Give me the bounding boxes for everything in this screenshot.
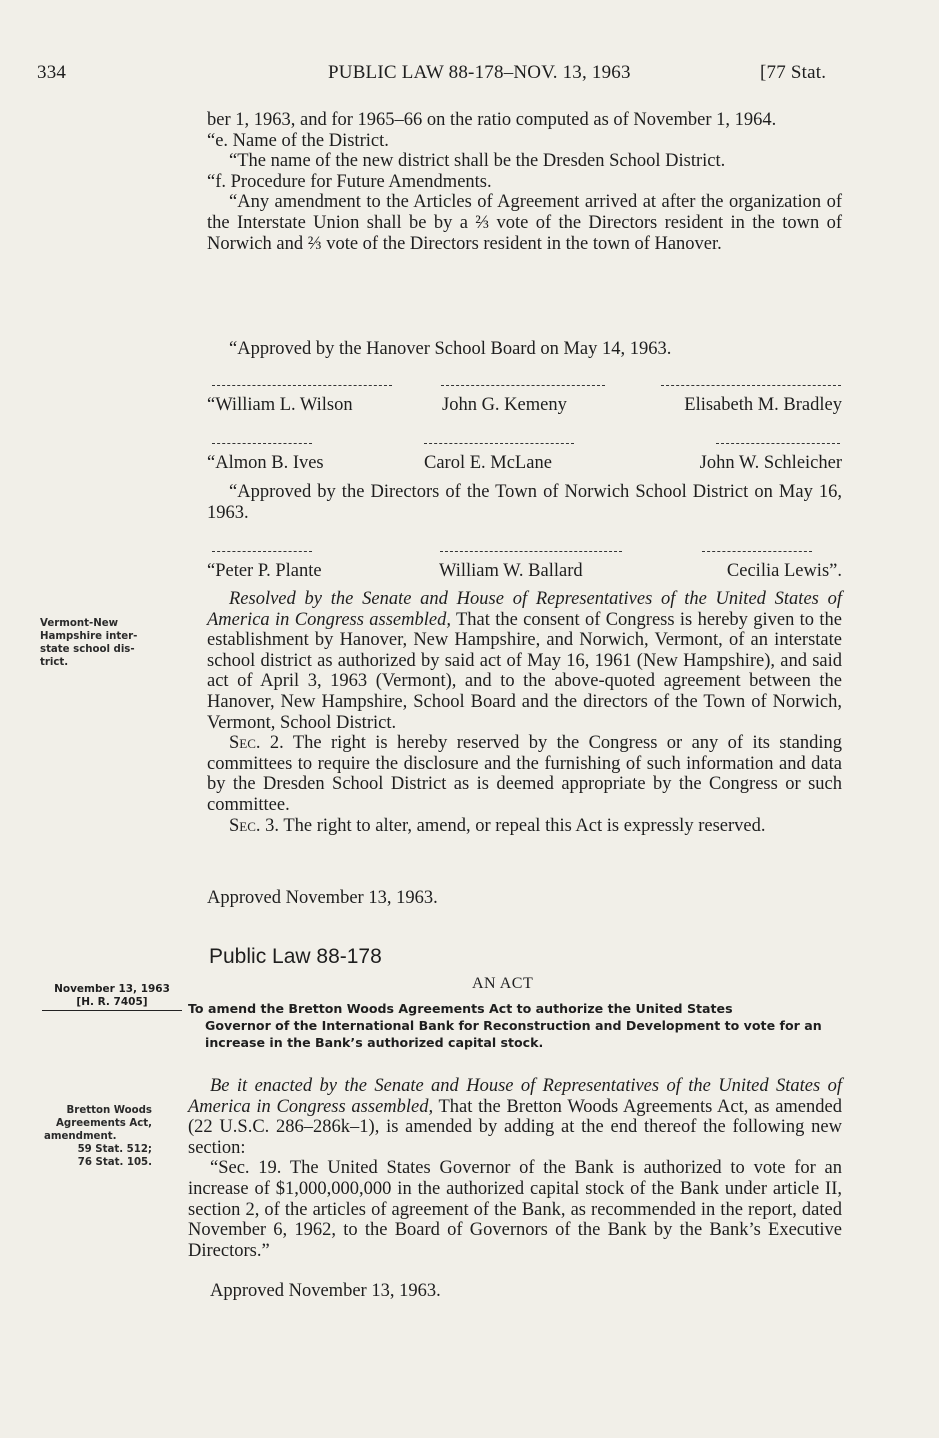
- paragraph-amendment-procedure: “Any amendment to the Articles of Agreement arrived at after the organization of the Interstate Union shall be by a ⅔ vote of the Directors resident in the town of Norwich and ⅔ vote of the Directors resident in the town of Hanover.: [207, 192, 842, 254]
- approved-hanover-text: “Approved by the Hanover School Board on May 14, 1963.: [229, 339, 672, 359]
- section-19: “Sec. 19. The United States Governor of the Bank is authorized to vote for an increase of $1,000,000,000 in the authorized capital stock of the Bank under article II, section 2, of the articles of agreement of the Bank, as recommended in the report, dated November 6, 1962, to the Board of Governors of the Bank by the Bank’s Executive Directors.”: [188, 1158, 842, 1261]
- signature-name: “Almon B. Ives: [207, 453, 324, 473]
- margin-note-line: 76 Stat. 105.: [77, 1157, 152, 1168]
- enactment-date: November 13, 1963: [54, 983, 170, 995]
- margin-note-line: 59 Stat. 512;: [77, 1144, 152, 1155]
- signature-row-2: [207, 453, 842, 473]
- summary-rest: Governor of the International Bank for Reconstruction and Development to vote for an increase in the Bank’s authorized capital stock.: [205, 1018, 822, 1050]
- section-2: [207, 733, 842, 815]
- signature-line: [212, 385, 392, 386]
- signature-line: [702, 551, 812, 552]
- section-3: [207, 816, 842, 837]
- signature-row-3: [207, 561, 842, 581]
- margin-note-bretton-woods: [44, 1104, 152, 1169]
- signature-line: [424, 443, 574, 444]
- approval-date-2: [188, 1281, 842, 1302]
- resolved-text: That the consent of Congress is hereby given to the establishment by Hanover, New Hampshire, and Norwich, Vermont, of an interstate school district as authorized by said act of May 16, 1961 (New Hampshire), and said act of April 3, 1963 (Vermont), and to the above-quoted agreement between the Hanover, New Hampshire, School Board and the directors of the Town of Norwich, Vermont, School District.: [207, 609, 842, 733]
- signature-name: “William L. Wilson: [207, 395, 353, 415]
- approval-norwich: [207, 482, 842, 523]
- margin-note-line: Hampshire inter-: [40, 631, 138, 642]
- signature-name: John G. Kemeny: [442, 395, 567, 415]
- margin-note-line: amendment.: [44, 1131, 117, 1142]
- an-act-label: AN ACT: [472, 975, 534, 992]
- signature-line: [212, 443, 312, 444]
- bill-number: [H. R. 7405]: [42, 996, 182, 1011]
- signature-name: “Peter P. Plante: [207, 561, 322, 581]
- act-summary: [188, 1000, 842, 1051]
- section-3-text: The right to alter, amend, or repeal this Act is expressly reserved.: [279, 815, 766, 836]
- margin-note-vermont: [40, 617, 137, 669]
- approved-norwich-text: “Approved by the Directors of the Town of Norwich School District on May 16, 1963.: [207, 482, 842, 523]
- paragraph-ratio: ber 1, 1963, and for 1965–66 on the ratio computed as of November 1, 1964.: [207, 110, 777, 130]
- approved-date-text: Approved November 13, 1963.: [207, 888, 438, 908]
- resolved-clause: [207, 589, 842, 733]
- margin-note-line: state school dis-: [40, 644, 135, 655]
- agreement-continuation: [207, 110, 842, 254]
- signature-line: [212, 551, 312, 552]
- margin-note-line: Bretton Woods: [66, 1105, 152, 1116]
- public-law-title: Public Law 88-178: [209, 945, 382, 968]
- signature-line: [440, 551, 622, 552]
- signature-line: [441, 385, 605, 386]
- section-2-label: Sec. 2.: [229, 733, 284, 754]
- volume-label: [77 Stat.: [760, 62, 827, 83]
- section-3-label: Sec. 3.: [229, 815, 280, 836]
- signature-line: [716, 443, 840, 444]
- margin-dateline: [42, 983, 182, 1011]
- approval-date-1: [207, 888, 842, 909]
- approved-date-text: Approved November 13, 1963.: [210, 1281, 441, 1301]
- bretton-woods-act: [188, 1076, 842, 1261]
- summary-first-line: To amend the Bretton Woods Agreements Act to authorize the United States: [188, 1001, 733, 1016]
- heading-name-of-district: “e. Name of the District.: [207, 130, 389, 151]
- signature-name: Cecilia Lewis”.: [726, 561, 842, 581]
- enacting-text: That the Bretton Woods Agreements Act, as amended (22 U.S.C. 286–286k–1), is amended by adding at the end thereof the following new section:: [188, 1096, 842, 1158]
- signature-name: Elisabeth M. Bradley: [684, 395, 842, 415]
- signature-line: [661, 385, 841, 386]
- page-number: 334: [37, 62, 67, 83]
- margin-note-line: Agreements Act,: [56, 1118, 152, 1129]
- resolution-block: [207, 589, 842, 836]
- resolved-italic: Resolved by the Senate and House of Representatives of the United States of America in Congress assembled,: [207, 589, 842, 630]
- signature-row-1: [207, 395, 842, 415]
- signature-name: John W. Schleicher: [699, 453, 842, 473]
- heading-future-amendments: “f. Procedure for Future Amendments.: [207, 171, 492, 192]
- signature-name: Carol E. McLane: [424, 453, 552, 473]
- approval-hanover: [207, 339, 842, 360]
- enacting-clause: [188, 1076, 842, 1158]
- margin-note-line: Vermont-New: [40, 618, 119, 629]
- margin-note-line: trict.: [40, 657, 69, 668]
- signature-name: William W. Ballard: [439, 561, 583, 581]
- section-2-text: The right is hereby reserved by the Congress or any of its standing committees to require the disclosure and the furnishing of such information and data by the Dresden School District as is deemed appropriate by the Congress or such committee.: [207, 733, 842, 815]
- paragraph-district-name: “The name of the new district shall be the Dresden School District.: [229, 151, 726, 172]
- enacting-italic: Be it enacted by the Senate and House of Representatives of the United States of America in Congress assembled,: [188, 1076, 842, 1117]
- running-title: PUBLIC LAW 88-178–NOV. 13, 1963: [328, 62, 631, 83]
